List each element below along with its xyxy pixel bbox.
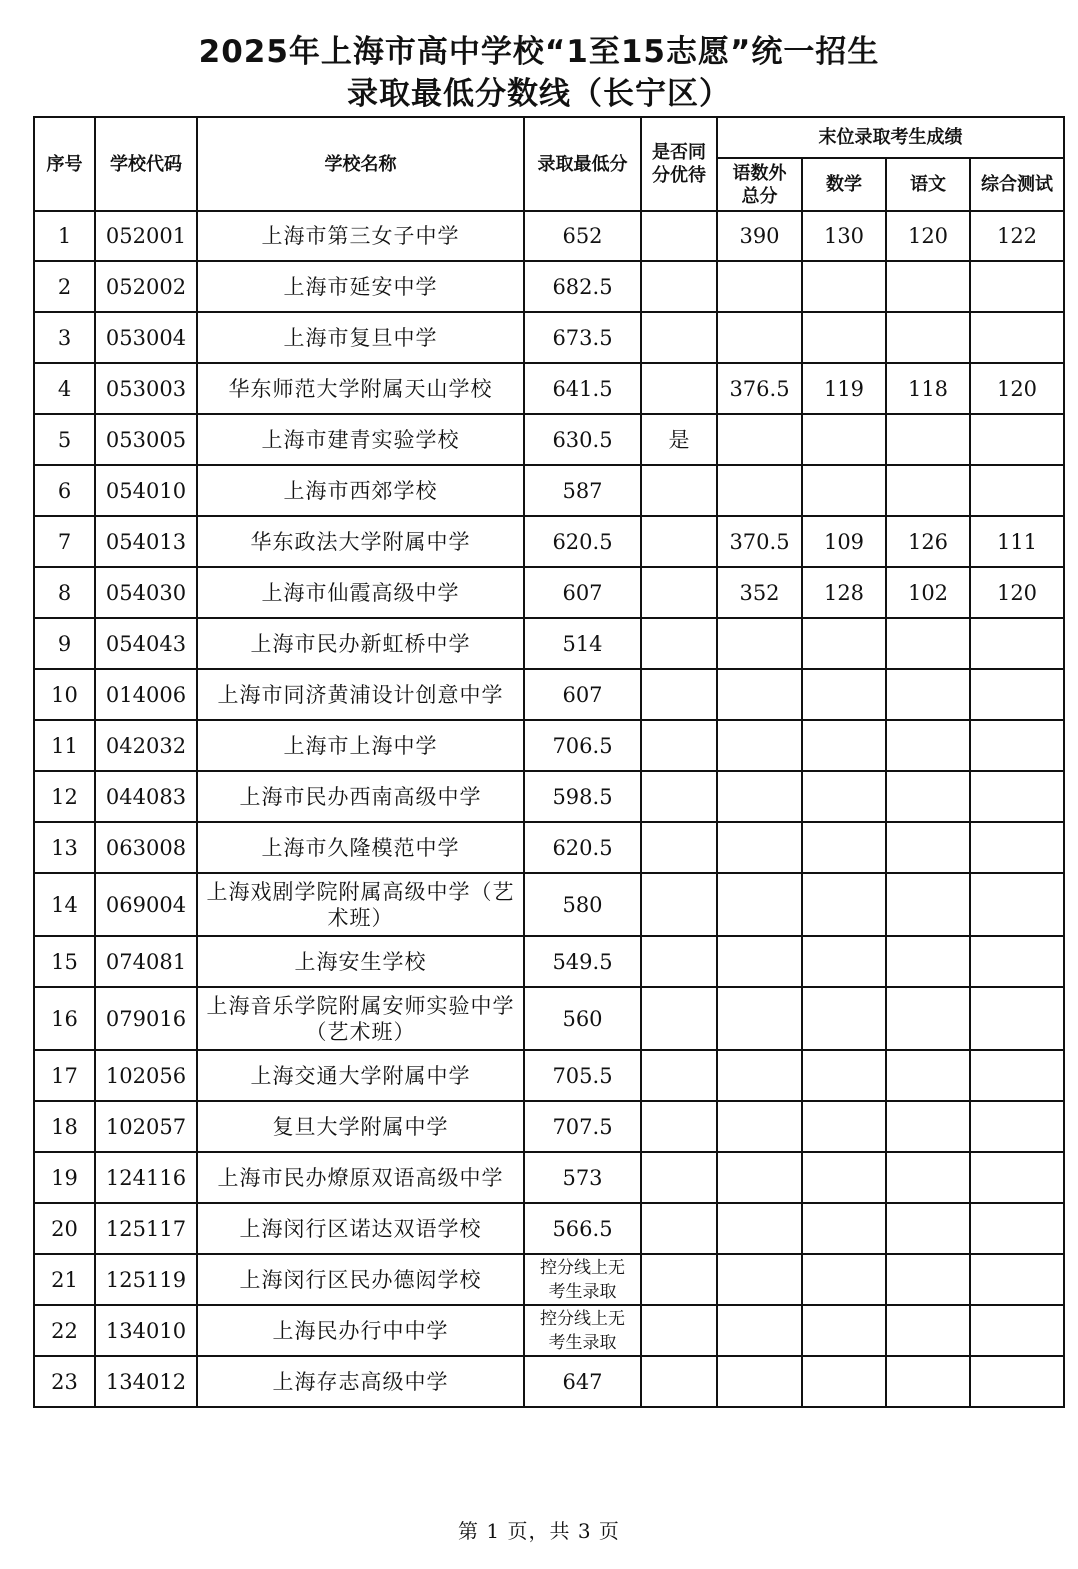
cell-tie-priority [641,936,717,987]
table-row [34,211,1064,261]
cell-min-score: 549.5 [524,936,641,987]
cell-seq: 9 [34,618,95,669]
table-row [34,363,1064,414]
cell-chinese [886,465,970,516]
cell-tie-priority [641,1356,717,1407]
cell-seq: 20 [34,1203,95,1254]
cell-school-name: 上海安生学校 [197,936,524,987]
table-row [34,771,1064,822]
cell-tie-priority [641,669,717,720]
table-row [34,1050,1064,1101]
cell-min-score: 控分线上无考生录取 [524,1305,641,1356]
cell-seq: 16 [34,987,95,1050]
table-body [34,211,1064,1407]
cell-chinese [886,1101,970,1152]
cell-school-name: 上海市仙霞高级中学 [197,567,524,618]
cell-total3 [717,1101,802,1152]
cell-min-score: 706.5 [524,720,641,771]
cell-min-score: 560 [524,987,641,1050]
table-row [34,1152,1064,1203]
cell-school-name: 上海市复旦中学 [197,312,524,363]
cell-total3 [717,1356,802,1407]
table-row [34,669,1064,720]
cell-comprehensive [970,618,1064,669]
table-row [34,720,1064,771]
cell-total3 [717,1152,802,1203]
cell-chinese: 102 [886,567,970,618]
table-row [34,618,1064,669]
cell-tie-priority [641,1050,717,1101]
table-row [34,1101,1064,1152]
cell-school-code: 042032 [95,720,197,771]
cell-school-code: 102056 [95,1050,197,1101]
cell-total3 [717,771,802,822]
cell-min-score: 607 [524,567,641,618]
cell-seq: 15 [34,936,95,987]
cell-math [802,669,886,720]
cell-total3: 370.5 [717,516,802,567]
cell-chinese [886,1203,970,1254]
cell-school-name: 上海市上海中学 [197,720,524,771]
cell-school-code: 069004 [95,873,197,936]
cell-math: 119 [802,363,886,414]
cell-school-code: 052002 [95,261,197,312]
cell-min-score: 607 [524,669,641,720]
cell-total3 [717,1254,802,1305]
cell-math: 109 [802,516,886,567]
cell-comprehensive [970,669,1064,720]
cell-total3 [717,465,802,516]
cell-chinese [886,822,970,873]
table-row [34,1356,1064,1407]
cell-school-name: 上海闵行区诺达双语学校 [197,1203,524,1254]
cell-comprehensive [970,936,1064,987]
cell-school-code: 074081 [95,936,197,987]
cell-seq: 5 [34,414,95,465]
cell-math: 130 [802,211,886,261]
cell-tie-priority [641,1203,717,1254]
cell-tie-priority [641,771,717,822]
cell-total3 [717,1050,802,1101]
cell-comprehensive [970,720,1064,771]
cell-comprehensive [970,1356,1064,1407]
cell-tie-priority [641,618,717,669]
cell-school-code: 134010 [95,1305,197,1356]
cell-min-score: 707.5 [524,1101,641,1152]
cell-min-score: 673.5 [524,312,641,363]
cell-seq: 23 [34,1356,95,1407]
cell-tie-priority [641,720,717,771]
cell-seq: 3 [34,312,95,363]
cell-school-name: 上海交通大学附属中学 [197,1050,524,1101]
cell-tie-priority [641,516,717,567]
cell-total3 [717,618,802,669]
cell-math [802,1356,886,1407]
cell-comprehensive [970,822,1064,873]
cell-school-code: 054013 [95,516,197,567]
header-chinese: 语文 [886,158,970,211]
cell-comprehensive [970,1152,1064,1203]
header-comprehensive: 综合测试 [970,158,1064,211]
cell-min-score: 598.5 [524,771,641,822]
cell-chinese [886,1152,970,1203]
table-row [34,873,1064,936]
table-row [34,465,1064,516]
cell-comprehensive: 120 [970,363,1064,414]
cell-school-code: 044083 [95,771,197,822]
table-row [34,822,1064,873]
cell-tie-priority [641,873,717,936]
admission-score-table [33,116,1065,1408]
cell-chinese [886,987,970,1050]
cell-tie-priority [641,211,717,261]
header-tie-priority: 是否同分优待 [641,117,717,211]
cell-seq: 10 [34,669,95,720]
cell-school-code: 102057 [95,1101,197,1152]
cell-school-code: 053005 [95,414,197,465]
cell-seq: 21 [34,1254,95,1305]
cell-chinese [886,1254,970,1305]
cell-comprehensive [970,1050,1064,1101]
table-row [34,1305,1064,1356]
cell-seq: 14 [34,873,95,936]
cell-school-code: 124116 [95,1152,197,1203]
cell-math [802,465,886,516]
cell-school-code: 053003 [95,363,197,414]
cell-school-name: 华东政法大学附属中学 [197,516,524,567]
cell-seq: 19 [34,1152,95,1203]
table-row [34,414,1064,465]
cell-tie-priority: 是 [641,414,717,465]
cell-seq: 11 [34,720,95,771]
cell-seq: 8 [34,567,95,618]
page-footer: 第 1 页，共 3 页 [458,1519,620,1543]
table-row [34,567,1064,618]
cell-total3 [717,1305,802,1356]
cell-chinese [886,873,970,936]
table-header [34,117,1064,211]
cell-chinese [886,936,970,987]
cell-school-code: 014006 [95,669,197,720]
cell-math [802,1203,886,1254]
cell-total3 [717,1203,802,1254]
cell-school-name: 上海市民办燎原双语高级中学 [197,1152,524,1203]
cell-comprehensive [970,1101,1064,1152]
cell-min-score: 573 [524,1152,641,1203]
table-row [34,987,1064,1050]
cell-seq: 1 [34,211,95,261]
cell-school-name: 华东师范大学附属天山学校 [197,363,524,414]
table-row [34,516,1064,567]
cell-comprehensive: 111 [970,516,1064,567]
cell-tie-priority [641,1254,717,1305]
cell-total3 [717,720,802,771]
cell-math [802,618,886,669]
cell-comprehensive [970,1305,1064,1356]
cell-seq: 18 [34,1101,95,1152]
cell-school-name: 上海市延安中学 [197,261,524,312]
table-row [34,261,1064,312]
cell-tie-priority [641,465,717,516]
cell-comprehensive [970,987,1064,1050]
cell-tie-priority [641,567,717,618]
cell-school-name: 上海市民办西南高级中学 [197,771,524,822]
cell-school-name: 上海戏剧学院附属高级中学（艺术班） [197,873,524,936]
cell-min-score: 566.5 [524,1203,641,1254]
cell-seq: 12 [34,771,95,822]
cell-math [802,1101,886,1152]
cell-comprehensive [970,1254,1064,1305]
cell-tie-priority [641,1152,717,1203]
cell-tie-priority [641,1101,717,1152]
header-school-code: 学校代码 [95,117,197,211]
cell-total3 [717,414,802,465]
cell-school-code: 079016 [95,987,197,1050]
cell-min-score: 控分线上无考生录取 [524,1254,641,1305]
cell-chinese [886,414,970,465]
cell-total3 [717,822,802,873]
header-total3: 语数外总分 [717,158,802,211]
cell-total3 [717,669,802,720]
cell-math [802,261,886,312]
cell-chinese: 120 [886,211,970,261]
cell-math [802,1050,886,1101]
cell-math: 128 [802,567,886,618]
cell-seq: 22 [34,1305,95,1356]
cell-min-score: 682.5 [524,261,641,312]
cell-seq: 17 [34,1050,95,1101]
cell-seq: 2 [34,261,95,312]
cell-school-code: 054030 [95,567,197,618]
document-title-line1: 2025年上海市高中学校“1至15志愿”统一招生 [198,34,880,70]
cell-min-score: 641.5 [524,363,641,414]
header-school-name: 学校名称 [197,117,524,211]
cell-min-score: 652 [524,211,641,261]
cell-chinese [886,618,970,669]
cell-total3: 352 [717,567,802,618]
cell-school-code: 063008 [95,822,197,873]
cell-comprehensive [970,261,1064,312]
cell-math [802,936,886,987]
cell-min-score: 630.5 [524,414,641,465]
cell-tie-priority [641,312,717,363]
cell-school-code: 125119 [95,1254,197,1305]
cell-comprehensive [970,465,1064,516]
cell-min-score: 580 [524,873,641,936]
cell-min-score: 514 [524,618,641,669]
cell-min-score: 587 [524,465,641,516]
cell-school-name: 上海存志高级中学 [197,1356,524,1407]
cell-tie-priority [641,987,717,1050]
cell-school-name: 上海市第三女子中学 [197,211,524,261]
cell-total3 [717,987,802,1050]
cell-seq: 13 [34,822,95,873]
cell-total3 [717,873,802,936]
cell-seq: 4 [34,363,95,414]
cell-min-score: 705.5 [524,1050,641,1101]
header-last-admitted-scores: 末位录取考生成绩 [717,117,1064,158]
cell-comprehensive [970,1203,1064,1254]
cell-chinese [886,312,970,363]
cell-school-name: 上海市久隆模范中学 [197,822,524,873]
cell-math [802,987,886,1050]
cell-school-name: 上海民办行中中学 [197,1305,524,1356]
cell-math [802,312,886,363]
cell-min-score: 620.5 [524,822,641,873]
cell-math [802,1152,886,1203]
cell-math [802,822,886,873]
cell-chinese [886,1305,970,1356]
cell-math [802,414,886,465]
cell-math [802,771,886,822]
cell-total3 [717,936,802,987]
cell-comprehensive: 120 [970,567,1064,618]
cell-chinese [886,1356,970,1407]
cell-school-name: 上海市西郊学校 [197,465,524,516]
cell-tie-priority [641,822,717,873]
cell-seq: 6 [34,465,95,516]
table-row [34,936,1064,987]
header-seq: 序号 [34,117,95,211]
cell-school-code: 134012 [95,1356,197,1407]
cell-school-code: 054043 [95,618,197,669]
cell-school-code: 053004 [95,312,197,363]
cell-total3 [717,312,802,363]
cell-comprehensive [970,312,1064,363]
cell-math [802,720,886,771]
cell-tie-priority [641,1305,717,1356]
header-min-score: 录取最低分 [524,117,641,211]
cell-math [802,1254,886,1305]
cell-chinese: 118 [886,363,970,414]
cell-comprehensive [970,771,1064,822]
cell-school-name: 复旦大学附属中学 [197,1101,524,1152]
cell-math [802,873,886,936]
cell-total3: 376.5 [717,363,802,414]
document-title-line2: 录取最低分数线（长宁区） [347,76,731,112]
cell-school-name: 上海市建青实验学校 [197,414,524,465]
cell-total3: 390 [717,211,802,261]
cell-school-name: 上海音乐学院附属安师实验中学（艺术班） [197,987,524,1050]
table-row [34,312,1064,363]
table-row [34,1254,1064,1305]
cell-school-name: 上海市民办新虹桥中学 [197,618,524,669]
cell-chinese [886,771,970,822]
cell-school-name: 上海市同济黄浦设计创意中学 [197,669,524,720]
header-math: 数学 [802,158,886,211]
cell-min-score: 620.5 [524,516,641,567]
cell-seq: 7 [34,516,95,567]
cell-school-name: 上海闵行区民办德闳学校 [197,1254,524,1305]
cell-total3 [717,261,802,312]
cell-tie-priority [641,261,717,312]
cell-chinese [886,1050,970,1101]
cell-comprehensive [970,873,1064,936]
table-row [34,1203,1064,1254]
cell-comprehensive: 122 [970,211,1064,261]
cell-chinese: 126 [886,516,970,567]
cell-tie-priority [641,363,717,414]
cell-comprehensive [970,414,1064,465]
cell-school-code: 054010 [95,465,197,516]
cell-math [802,1305,886,1356]
cell-chinese [886,720,970,771]
cell-min-score: 647 [524,1356,641,1407]
cell-chinese [886,669,970,720]
cell-school-code: 125117 [95,1203,197,1254]
cell-school-code: 052001 [95,211,197,261]
cell-chinese [886,261,970,312]
